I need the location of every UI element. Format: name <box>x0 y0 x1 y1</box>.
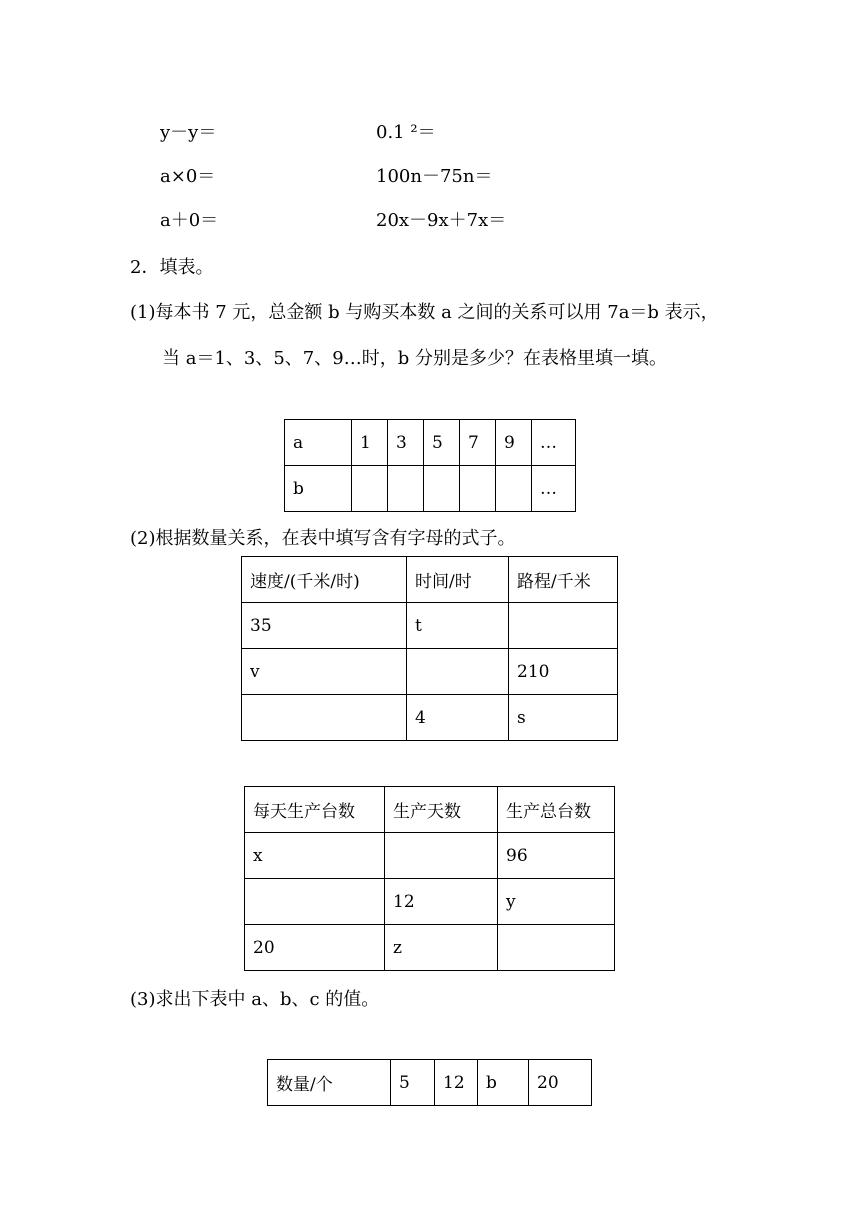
table-header-row <box>245 787 615 833</box>
table-cell: 3 <box>388 420 424 466</box>
table-cell: 12 <box>385 879 498 925</box>
equation-right-3: 20x－9x＋7x＝ <box>376 210 507 231</box>
question-2-text: (2)根据数量关系，在表中填写含有字母的式子。 <box>130 528 516 549</box>
table-row <box>285 420 576 466</box>
table-row <box>242 649 618 695</box>
table-cell: 210 <box>509 649 618 695</box>
table-speed-time-distance <box>241 556 618 741</box>
table-cell <box>509 603 618 649</box>
table-cell <box>242 695 407 741</box>
table-cell: 5 <box>391 1060 435 1106</box>
table-row <box>245 925 615 971</box>
table-cell: 5 <box>424 420 460 466</box>
table-cell: 96 <box>498 833 615 879</box>
table-cell <box>352 466 388 512</box>
table-row <box>242 695 618 741</box>
equation-left-1: y－y＝ <box>160 122 217 143</box>
table-cell: 1 <box>352 420 388 466</box>
table-cell: b <box>285 466 352 512</box>
table-cell: x <box>245 833 385 879</box>
table-cell: 20 <box>529 1060 592 1106</box>
table-header-row <box>242 557 618 603</box>
question-3-text: (3)求出下表中 a、b、c 的值。 <box>130 989 380 1010</box>
table-header-cell: 生产总台数 <box>498 787 615 833</box>
table-cell: t <box>407 603 509 649</box>
table-cell <box>424 466 460 512</box>
table-cell: … <box>532 466 576 512</box>
table-cell: 7 <box>460 420 496 466</box>
table-cell: z <box>385 925 498 971</box>
table-a-b <box>284 419 576 512</box>
table-cell: v <box>242 649 407 695</box>
table-header-cell: 生产天数 <box>385 787 498 833</box>
section-title: 2．填表。 <box>130 257 214 278</box>
table-row <box>245 833 615 879</box>
table-cell: 9 <box>496 420 532 466</box>
table-row <box>245 879 615 925</box>
table-cell <box>498 925 615 971</box>
table-header-cell: 速度/(千米/时) <box>242 557 407 603</box>
table-cell: y <box>498 879 615 925</box>
table-cell <box>385 833 498 879</box>
equation-left-2: a×0＝ <box>160 166 216 187</box>
table-header-cell: 路程/千米 <box>509 557 618 603</box>
table-cell: … <box>532 420 576 466</box>
table-production <box>244 786 615 971</box>
equation-left-3: a＋0＝ <box>160 210 219 231</box>
table-cell: 4 <box>407 695 509 741</box>
equation-right-2: 100n－75n＝ <box>376 166 493 187</box>
question-1-line-1: (1)每本书 7 元，总金额 b 与购买本数 a 之间的关系可以用 7a＝b 表示， <box>130 302 719 323</box>
equation-right-1: 0.1 ²＝ <box>376 122 436 143</box>
table-cell: 35 <box>242 603 407 649</box>
question-1-line-2: 当 a＝1、3、5、7、9…时，b 分别是多少？在表格里填一填。 <box>162 348 667 369</box>
table-cell: a <box>285 420 352 466</box>
table-cell: s <box>509 695 618 741</box>
table-cell: 数量/个 <box>268 1060 391 1106</box>
table-cell: 20 <box>245 925 385 971</box>
table-cell <box>496 466 532 512</box>
table-cell: b <box>478 1060 529 1106</box>
table-header-cell: 时间/时 <box>407 557 509 603</box>
table-row <box>268 1060 592 1106</box>
table-row <box>285 466 576 512</box>
table-cell <box>460 466 496 512</box>
table-cell: 12 <box>435 1060 478 1106</box>
table-quantity <box>267 1059 592 1106</box>
table-cell <box>245 879 385 925</box>
table-cell <box>388 466 424 512</box>
table-cell <box>407 649 509 695</box>
table-header-cell: 每天生产台数 <box>245 787 385 833</box>
table-row <box>242 603 618 649</box>
